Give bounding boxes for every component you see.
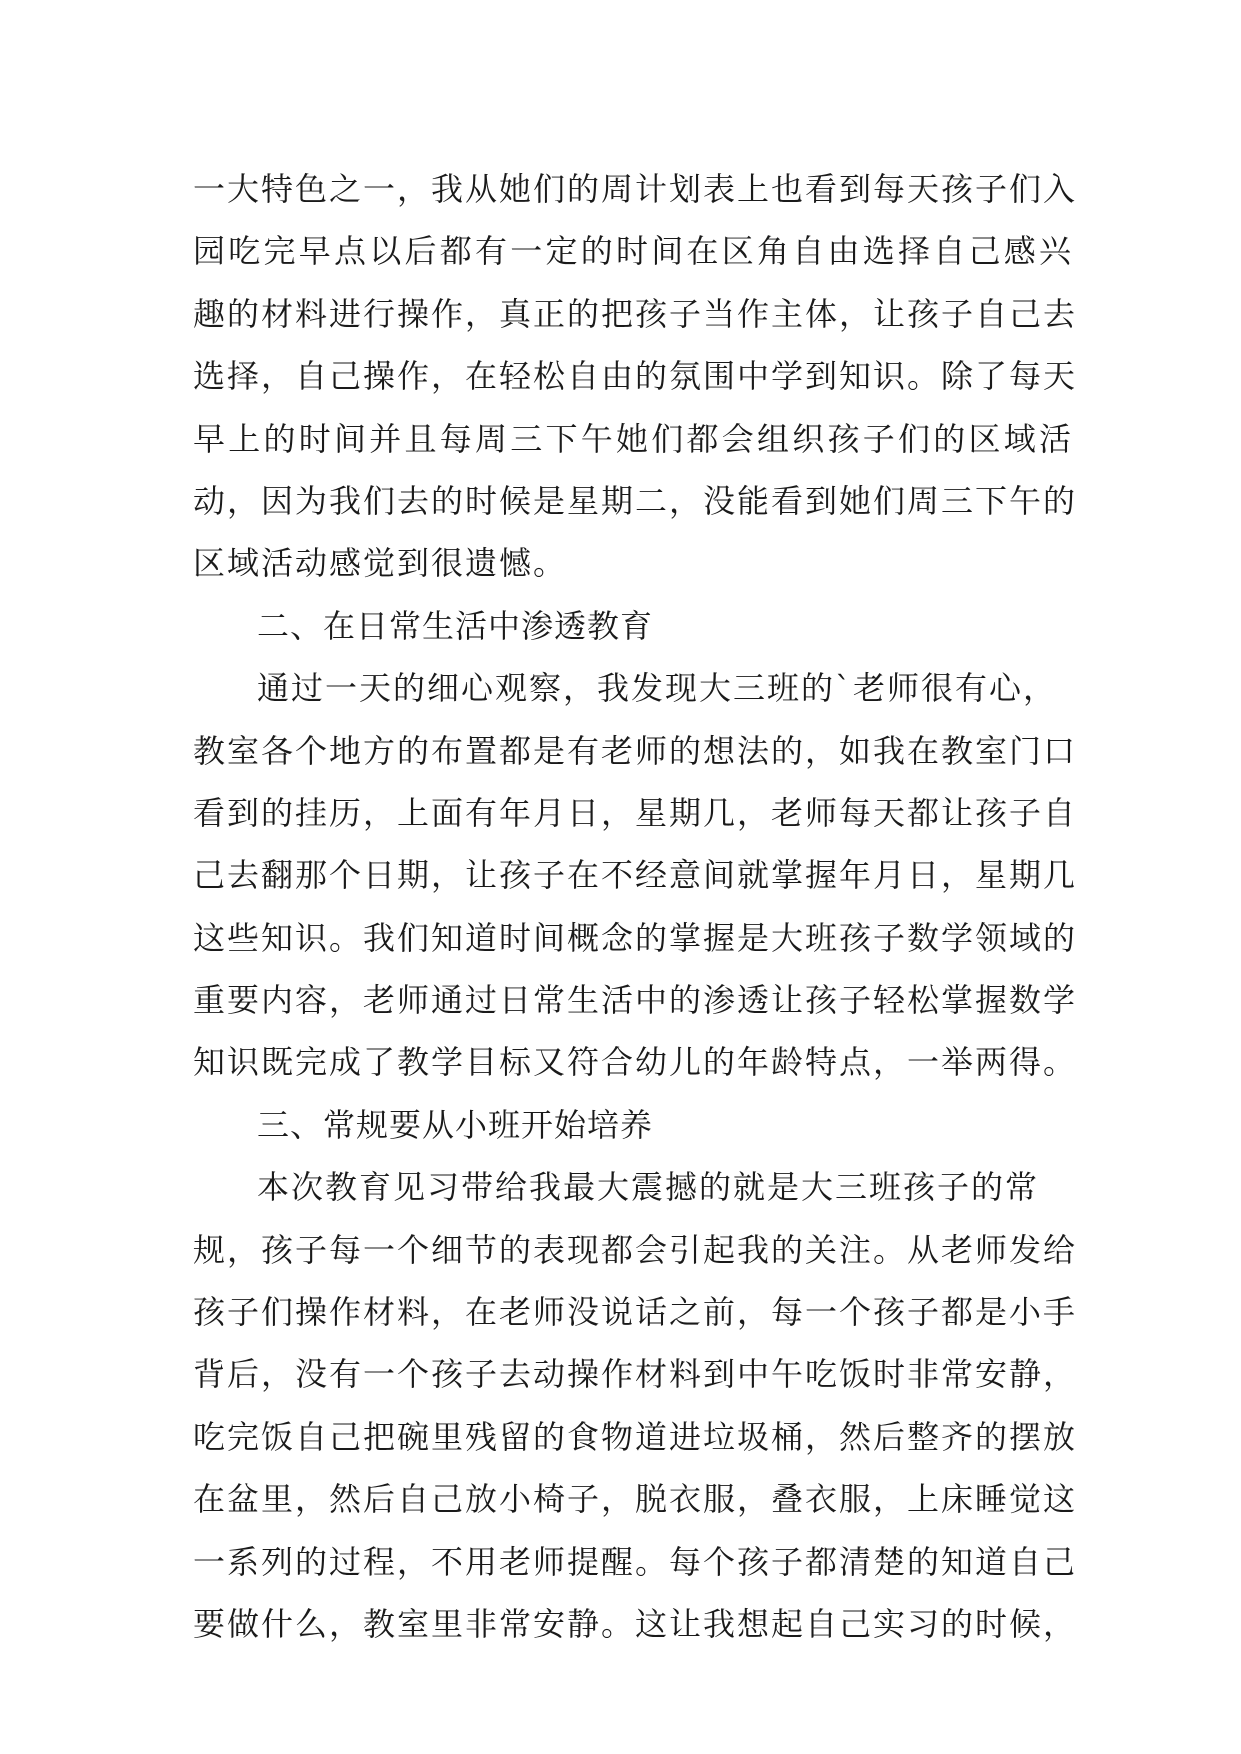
text-line: 一系列的过程，不用老师提醒。每个孩子都清楚的知道自己 <box>193 1542 1078 1581</box>
text-line: 教室各个地方的布置都是有老师的想法的，如我在教室门口 <box>193 731 1078 770</box>
text-line: 一大特色之一，我从她们的周计划表上也看到每天孩子们入 <box>193 170 1078 208</box>
text-line: 背后，没有一个孩子去动操作材料到中午吃饭时非常安静， <box>193 1355 1078 1394</box>
text-line: 看到的挂历，上面有年月日，星期几，老师每天都让孩子自 <box>193 793 1078 832</box>
text-line: 这些知识。我们知道时间概念的掌握是大班孩子数学领域的 <box>193 918 1078 957</box>
paragraph-first-line: 通过一天的细心观察，我发现大三班的`老师很有心， <box>257 669 1058 708</box>
text-line: 重要内容，老师通过日常生活中的渗透让孩子轻松掌握数学 <box>193 981 1078 1020</box>
section-heading: 二、在日常生活中渗透教育 <box>257 606 654 645</box>
text-line: 规，孩子每一个细节的表现都会引起我的关注。从老师发给 <box>193 1230 1078 1269</box>
text-line: 吃完饭自己把碗里残留的食物道进垃圾桶，然后整齐的摆放 <box>193 1417 1078 1456</box>
text-line: 区域活动感觉到很遗憾。 <box>193 544 568 583</box>
text-line: 动，因为我们去的时候是星期二，没能看到她们周三下午的 <box>193 481 1078 520</box>
text-line: 孩子们操作材料，在老师没说话之前，每一个孩子都是小手 <box>193 1293 1078 1332</box>
text-line: 在盆里，然后自己放小椅子，脱衣服，叠衣服，上床睡觉这 <box>193 1480 1078 1519</box>
body-text <box>193 158 1078 1655</box>
text-line: 选择，自己操作，在轻松自由的氛围中学到知识。除了每天 <box>193 357 1078 396</box>
text-line: 园吃完早点以后都有一定的时间在区角自由选择自己感兴 <box>193 232 1073 271</box>
text-line: 知识既完成了教学目标又符合幼儿的年龄特点，一举两得。 <box>193 1043 1078 1082</box>
text-line: 要做什么，教室里非常安静。这让我想起自己实习的时候， <box>193 1604 1078 1643</box>
section-heading: 三、常规要从小班开始培养 <box>257 1105 654 1144</box>
text-line: 早上的时间并且每周三下午她们都会组织孩子们的区域活 <box>193 419 1073 458</box>
text-line: 趣的材料进行操作，真正的把孩子当作主体，让孩子自己去 <box>193 294 1078 333</box>
text-line: 己去翻那个日期，让孩子在不经意间就掌握年月日，星期几 <box>193 856 1078 895</box>
paragraph-first-line: 本次教育见习带给我最大震撼的就是大三班孩子的常 <box>257 1168 1040 1207</box>
